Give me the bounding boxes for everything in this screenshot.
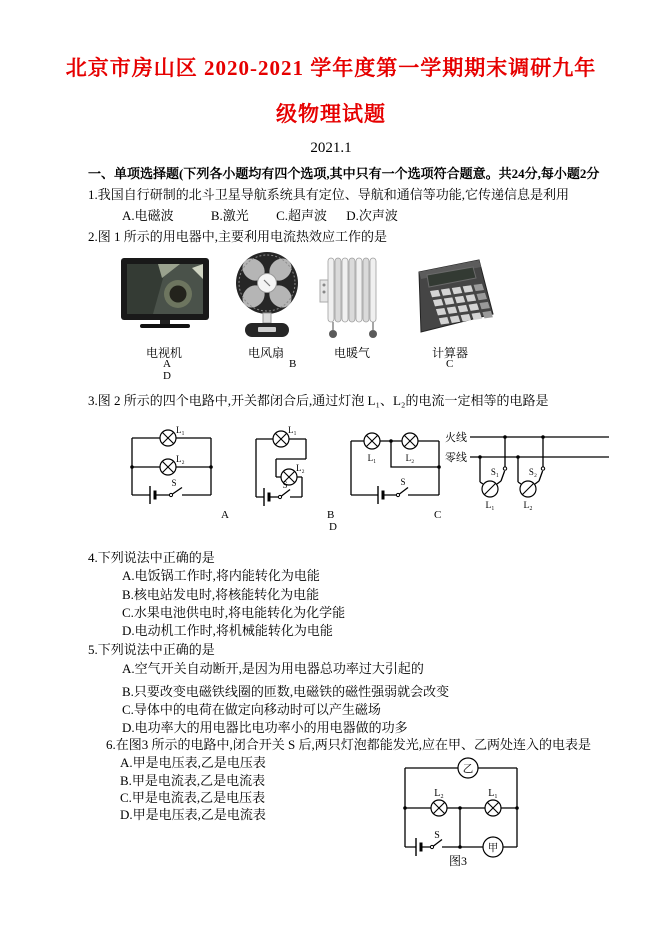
q4-option-a: A.电饭锅工作时,将内能转化为电能 <box>122 568 320 583</box>
q5-option-b: B.只要改变电磁铁线圈的匝数,电磁铁的磁性强弱就会改变 <box>122 684 450 699</box>
q1-option-a: A.电磁波 <box>122 208 174 223</box>
lamp-icon <box>402 433 418 449</box>
circuit-a <box>124 423 219 511</box>
lamp-label: L₂ <box>176 454 185 464</box>
battery-icon <box>150 486 155 504</box>
fig1-letter-a: A <box>163 358 171 370</box>
q3-stem: 3.图 2 所示的四个电路中,开关都闭合后,通过灯泡 L₁、L₂的电流一定相等的电路是 <box>88 393 549 408</box>
q1-option-d: D.次声波 <box>346 208 398 223</box>
switch-label: S <box>434 830 440 841</box>
appliance-name-calculator: 计算器 <box>431 346 468 360</box>
circuit-c-wires <box>351 441 439 495</box>
switch-pivot <box>169 493 172 496</box>
q4-option-b: B.核电站发电时,将核能转化为电能 <box>122 587 320 602</box>
lamp-label: L₁ <box>176 425 185 435</box>
neutral-wire-label: 零线 <box>445 452 467 464</box>
appliance-name-fan: 电风扇 <box>247 346 284 360</box>
q4-option-d: D.电动机工作时,将机械能转化为电能 <box>122 623 333 638</box>
lamp-label: L₁ <box>367 453 377 463</box>
lamp-label: L₂ <box>523 501 533 511</box>
battery-icon <box>378 486 383 504</box>
lamp-icon <box>482 481 498 497</box>
battery-icon <box>416 838 421 856</box>
tv-image <box>118 256 213 336</box>
lamp-label: L₂ <box>296 463 305 473</box>
calculator-image <box>403 256 495 338</box>
fig1-letter-b: B <box>289 358 297 370</box>
q6-option-a: A.甲是电压表,乙是电压表 <box>120 755 266 770</box>
live-wire-label: 火线 <box>445 432 467 444</box>
lamp-label: L₁ <box>288 425 297 435</box>
lamp-icon <box>431 800 447 816</box>
q2-stem: 2.图 1 所示的用电器中,主要利用电流热效应工作的是 <box>88 229 388 244</box>
lamp-icon <box>485 800 501 816</box>
fig2-label-c: C <box>434 509 442 521</box>
lamp-label: L₂ <box>434 788 444 799</box>
q5-option-c: C.导体中的电荷在做定向移动时可以产生磁场 <box>122 702 381 717</box>
fig2-label-d: D <box>329 521 337 533</box>
q1-option-b: B.激光 <box>210 208 249 223</box>
q1-option-c: C.超声波 <box>276 208 327 223</box>
q4-stem: 4.下列说法中正确的是 <box>88 550 215 565</box>
switch-label: S <box>282 480 288 490</box>
lamp-label: L₁ <box>488 788 498 799</box>
switch-pivot <box>278 495 281 498</box>
fig2-label-b: B <box>327 509 335 521</box>
battery-icon <box>264 488 269 506</box>
fig1-letter-c: C <box>446 358 454 370</box>
exam-title-line2: 级物理试题 <box>276 102 386 126</box>
section-heading: 一、单项选择题(下列各小题均有四个选项,其中只有一个选项符合题意。共24分,每小题2分 <box>88 166 600 181</box>
q5-option-a: A.空气开关自动断开,是因为用电器总功率过大引起的 <box>122 661 424 676</box>
figure3-caption: 图3 <box>448 854 468 868</box>
meter-label-bottom: 甲 <box>487 843 499 854</box>
figure3-circuit <box>396 750 526 872</box>
meter-label-top: 乙 <box>462 764 474 775</box>
switch-label: S <box>171 478 177 488</box>
q1-options <box>122 205 398 224</box>
q6-stem: 6.在图3 所示的电路中,闭合开关 S 后,两只灯泡都能发光,应在甲、乙两处连入的电表是 <box>106 737 591 752</box>
q4-option-c: C.水果电池供电时,将电能转化为化学能 <box>122 605 346 620</box>
switch-pivot <box>503 467 506 470</box>
q5-stem: 5.下列说法中正确的是 <box>88 642 215 657</box>
switch-label: S₂ <box>528 467 537 477</box>
switch-pivot <box>541 467 544 470</box>
lamp-icon <box>160 430 176 446</box>
appliance-name-heater: 电暖气 <box>333 346 370 360</box>
circuit-d <box>443 420 613 515</box>
fig2-label-a: A <box>221 509 229 521</box>
circuit-b <box>248 423 320 511</box>
q6-option-c: C.甲是电流表,乙是电压表 <box>120 790 266 805</box>
lamp-icon <box>364 433 380 449</box>
q6-option-b: B.甲是电流表,乙是电流表 <box>120 773 266 788</box>
lamp-label: L₁ <box>485 501 495 511</box>
switch-pivot <box>396 493 399 496</box>
switch-pivot <box>430 845 433 848</box>
fan-image <box>228 250 306 342</box>
switch-label: S <box>400 477 406 487</box>
lamp-icon <box>160 459 176 475</box>
exam-title-line1: 北京市房山区 2020-2021 学年度第一学期期末调研九年 <box>65 56 597 80</box>
switch-label: S₁ <box>490 467 499 477</box>
lamp-icon <box>520 481 536 497</box>
heater-image <box>312 252 394 344</box>
fig1-letter-d: D <box>163 370 171 382</box>
circuit-c <box>344 423 446 511</box>
lamp-label: L₂ <box>405 453 415 463</box>
lamp-icon <box>273 431 289 447</box>
q6-option-d: D.甲是电压表,乙是电流表 <box>120 807 266 822</box>
appliance-name-tv: 电视机 <box>145 346 182 360</box>
q5-option-d: D.电功率大的用电器比电功率小的用电器做的功多 <box>122 720 408 735</box>
q1-stem: 1.我国自行研制的北斗卫星导航系统具有定位、导航和通信等功能,它传递信息是利用 <box>88 187 570 202</box>
exam-date: 2021.1 <box>310 140 352 156</box>
